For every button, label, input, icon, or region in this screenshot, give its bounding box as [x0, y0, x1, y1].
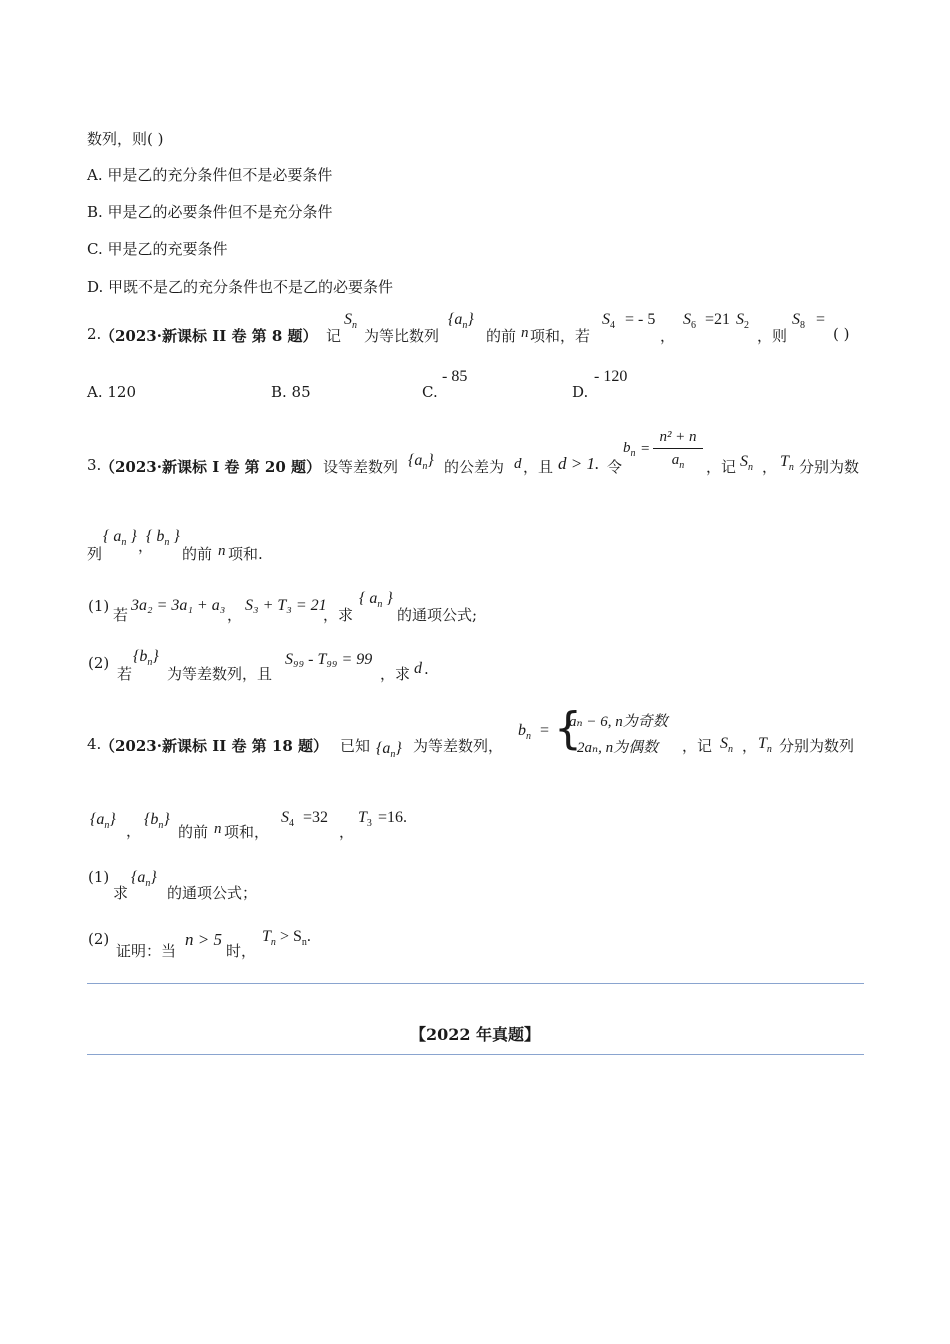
q3-number: 3.: [87, 456, 102, 474]
q2-sn: $S_n$: [344, 311, 357, 331]
q4-s4-value: =32: [303, 809, 329, 826]
q3-part1-d: ，求: [323, 606, 354, 624]
q3-part1-a: 若: [113, 606, 129, 624]
q4-part2-cond: n > 5: [185, 930, 222, 949]
q2-answer-paren: ( ): [833, 325, 850, 343]
q3-part2-label: (2): [88, 654, 110, 672]
q3-line2-a: 列: [87, 545, 103, 563]
q3-part1-e: 的通项公式;: [397, 606, 478, 624]
q4-number: 4.: [87, 735, 102, 753]
q2-text-2: 为等比数列: [364, 327, 440, 345]
q3-text-7: 分别为数: [799, 458, 860, 476]
q2-text-3: 的前: [486, 327, 517, 345]
q3-part1-eq2: S₃ + T₃ = 21: [245, 597, 327, 614]
q3-tn: $T_n$: [780, 453, 794, 473]
q3-part1-an-seq: { $a_n$ }: [359, 590, 393, 610]
q2-number: 2.: [87, 325, 102, 343]
q2-source-tag: （2023·新课标 II 卷 第 8 题）: [100, 327, 318, 345]
q4-line2-b: 的前: [178, 823, 209, 841]
q2-option-b: B. 85: [271, 383, 311, 401]
q4-part2-result: > $S_n$.: [280, 928, 311, 948]
q4-part2-end: .: [306, 928, 311, 945]
q2-option-d-value: - 120: [594, 368, 628, 385]
q3-part2-e: .: [424, 660, 429, 678]
section-rule-bottom: [87, 1054, 864, 1055]
q2-option-d: D.: [572, 383, 589, 401]
q4-case-2: 2aₙ, n为偶数: [577, 740, 659, 756]
q2-s8: $S_8$: [792, 311, 805, 331]
q4-line2-n: n: [214, 821, 222, 837]
q4-line2-a: ，: [126, 822, 142, 840]
q3-cond: d > 1.: [558, 454, 600, 473]
q4-t3: $T_3$: [358, 809, 372, 829]
q2-option-c-value: - 85: [442, 368, 468, 385]
q4-bn-label: $b_n$: [518, 722, 531, 742]
q4-t3-value: =16.: [378, 809, 408, 826]
q3-bn-equals: =: [641, 441, 650, 457]
q4-text-5: 分别为数列: [779, 737, 855, 755]
q2-an-seq: $\{a_n\}$: [448, 311, 474, 331]
option-d: D. 甲既不是乙的充分条件也不是乙的必要条件: [87, 278, 394, 296]
q4-line2-d: ，: [339, 823, 355, 841]
q2-option-c: C.: [422, 383, 438, 401]
q4-case-1: aₙ − 6, n为奇数: [569, 714, 668, 730]
q4-sn: $S_n$: [720, 735, 733, 755]
q4-an-seq: $\{a_n\}$: [376, 740, 402, 760]
q4-part1-b: 的通项公式；: [167, 884, 258, 902]
section-heading: 【2022 年真题】: [409, 1025, 541, 1044]
q4-bn-equals: =: [540, 722, 550, 739]
q3-part2-d: d: [414, 660, 422, 677]
q4-part1-label: (1): [88, 868, 110, 886]
q3-d: d: [514, 456, 522, 472]
q3-part2-bn-seq: $\{b_n\}$: [133, 648, 159, 668]
q3-source-tag: （2023·新课标 I 卷 第 20 题）: [100, 458, 321, 476]
q2-s4: $S_4$: [602, 311, 615, 331]
q3-part2-b: 为等差数列，且: [167, 665, 273, 683]
q3-sn: $S_n$: [740, 453, 753, 473]
q2-text-4: 项和，若: [530, 327, 591, 345]
q3-line2-n: n: [218, 543, 226, 559]
q3-part1-label: (1): [88, 597, 110, 615]
q2-option-a: A. 120: [87, 383, 136, 401]
q4-text-1: 已知: [340, 737, 371, 755]
q2-s6: $S_6$: [683, 311, 696, 331]
q3-line2-c: 的前: [182, 545, 213, 563]
q2-cond1: = - 5: [625, 311, 656, 328]
q2-comma-2: ，则: [757, 327, 788, 345]
q3-fraction: [653, 428, 703, 471]
q3-part2-eq: S₉₉ - T₉₉ = 99: [285, 651, 373, 668]
q4-part2-tn: $T_n$: [262, 928, 276, 948]
q3-line2-d: 项和.: [228, 545, 263, 563]
q4-bn-seq: $\{b_n\}$: [144, 811, 170, 831]
q3-text-4: 令: [607, 458, 623, 476]
q4-part2-a: 证明：当: [116, 942, 177, 960]
q3-bn-seq: { $b_n$ }: [146, 528, 180, 548]
q4-text-4: ，: [742, 737, 758, 755]
q3-part2-c: ，求: [380, 665, 411, 683]
option-c: C. 甲是乙的充要条件: [87, 240, 228, 258]
q4-source-tag: （2023·新课标 II 卷 第 18 题）: [100, 737, 328, 755]
q4-part2-result-text: > S: [280, 928, 302, 945]
q3-part1-c: ，: [227, 606, 243, 624]
q4-an-seq-2: $\{a_n\}$: [90, 811, 116, 831]
section-rule-top: [87, 983, 864, 984]
q3-numerator: n² + n: [659, 429, 697, 445]
q3-bn-label: $b_n$: [623, 440, 636, 459]
q4-piecewise-brace: {: [554, 703, 582, 754]
q2-comma-1: ，: [660, 327, 676, 345]
q3-line2-b: ，: [138, 537, 154, 555]
q3-part1-eq1: 3a₂ = 3a₁ + a₃: [131, 597, 226, 614]
q2-text-1: 记: [326, 327, 342, 345]
q3-text-1: 设等差数列: [323, 458, 399, 476]
option-a: A. 甲是乙的充分条件但不是必要条件: [87, 166, 333, 184]
q2-n: n: [521, 325, 529, 341]
q3-text-2: 的公差为: [444, 458, 505, 476]
q3-fraction-bar: [653, 448, 703, 449]
q4-tn: $T_n$: [758, 735, 772, 755]
q3-part2-a: 若: [117, 665, 133, 683]
q3-text-5: ，记: [706, 458, 737, 476]
q4-text-2: 为等差数列，: [413, 737, 504, 755]
q3-text-3: ，且: [523, 458, 554, 476]
prev-question-tail: 数列，则( ): [87, 130, 164, 148]
q3-an-seq: $\{a_n\}$: [408, 452, 434, 472]
q2-cond2: =21: [705, 311, 731, 328]
q3-text-6: ，: [762, 458, 778, 476]
q4-text-3: ，记: [682, 737, 713, 755]
q4-part1-a: 求: [113, 884, 129, 902]
q4-s4: $S_4$: [281, 809, 294, 829]
q3-denominator: $a_n$: [671, 452, 685, 471]
q4-part1-an-seq: $\{a_n\}$: [131, 869, 157, 889]
q4-part2-label: (2): [88, 930, 110, 948]
q2-s2: $S_2$: [736, 311, 749, 331]
q4-part2-b: 时，: [226, 942, 257, 960]
q3-an-seq-2: { $a_n$ }: [103, 528, 137, 548]
q4-line2-c: 项和，: [224, 823, 270, 841]
option-b: B. 甲是乙的必要条件但不是充分条件: [87, 203, 333, 221]
q2-s8-eq: =: [816, 311, 826, 328]
